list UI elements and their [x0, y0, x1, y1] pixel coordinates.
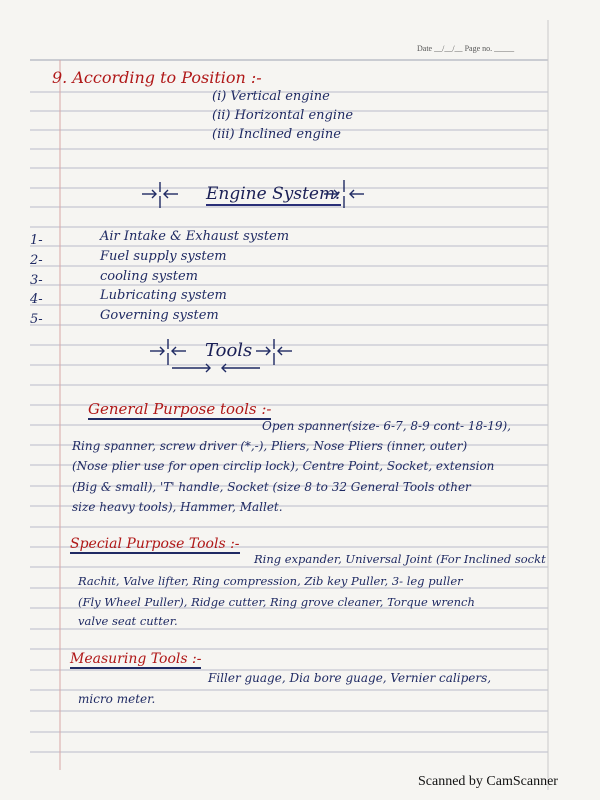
date-label: Date — [417, 44, 433, 53]
general-tools-heading: General Purpose tools :- — [88, 400, 272, 418]
position-heading: 9. According to Position :- — [52, 68, 262, 87]
engine-system-number: 4- — [30, 292, 43, 307]
position-item: (iii) Inclined engine — [212, 127, 341, 142]
date-page-header: Date __/__/__ Page no. _____ — [417, 44, 515, 53]
general-tools-line: (Big & small), 'T' handle, Socket (size 8 to 32 General Tools other — [72, 480, 471, 494]
engine-system-number: 2- — [30, 253, 43, 268]
special-tools-line: Rachit, Valve lifter, Ring compression, Zib key Puller, 3- leg puller — [78, 574, 463, 588]
special-tools-line: valve seat cutter. — [78, 614, 178, 628]
general-tools-line: Open spanner(size- 6-7, 8-9 cont- 18-19), — [262, 419, 511, 433]
general-tools-line: (Nose plier use for open circlip lock), Centre Point, Socket, extension — [72, 459, 495, 473]
engine-system-item: cooling system — [100, 269, 199, 284]
scanner-watermark: Scanned by CamScanner — [418, 774, 558, 789]
engine-system-item: Governing system — [100, 308, 219, 323]
page-label: Page no. — [464, 44, 493, 53]
position-item: (i) Vertical engine — [212, 89, 330, 104]
measuring-tools-heading: Measuring Tools :- — [70, 651, 202, 667]
arrow-decoration-icon — [140, 182, 190, 210]
measuring-tools-line: micro meter. — [78, 692, 156, 706]
engine-system-title: Engine System: — [206, 184, 341, 204]
general-tools-line: Ring spanner, screw driver (*,-), Pliers, Nose Pliers (inner, outer) — [72, 439, 468, 453]
special-tools-heading: Special Purpose Tools :- — [70, 536, 240, 552]
special-tools-line: Ring expander, Universal Joint (For Inclined sockt — [254, 552, 546, 566]
tools-underline-arrows-icon — [170, 361, 262, 375]
engine-system-number: 1- — [30, 233, 43, 248]
tools-title: Tools — [205, 340, 253, 361]
position-item: (ii) Horizontal engine — [212, 108, 354, 123]
engine-system-number: 5- — [30, 312, 43, 327]
general-tools-line: size heavy tools), Hammer, Mallet. — [72, 500, 283, 514]
engine-system-number: 3- — [30, 273, 43, 288]
measuring-tools-line: Filler guage, Dia bore guage, Vernier calipers, — [208, 671, 492, 685]
arrow-decoration-icon — [322, 178, 372, 210]
engine-system-item: Lubricating system — [100, 288, 227, 303]
engine-system-item: Fuel supply system — [100, 249, 227, 264]
engine-system-item: Air Intake & Exhaust system — [100, 229, 290, 244]
special-tools-line: (Fly Wheel Puller), Ridge cutter, Ring grove cleaner, Torque wrench — [78, 595, 475, 609]
